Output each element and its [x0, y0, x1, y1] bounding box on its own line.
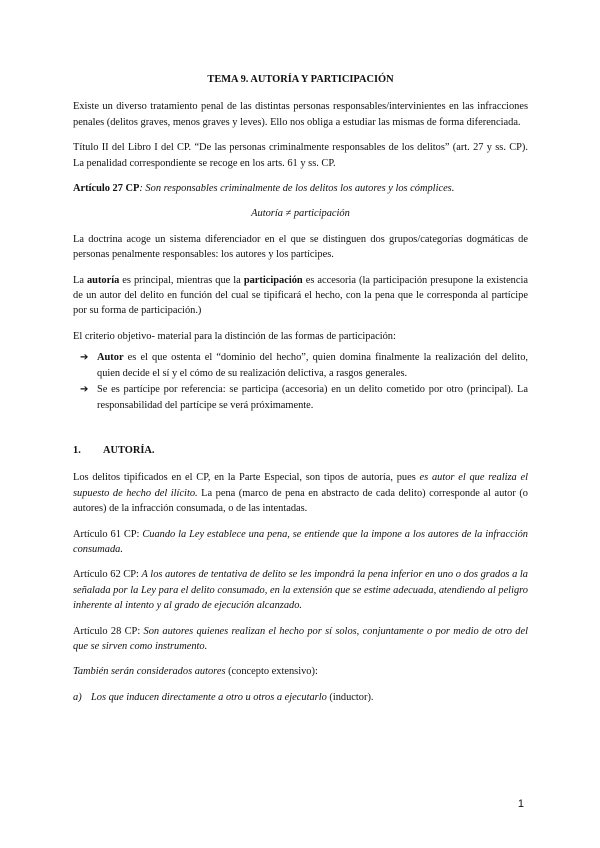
article-27-text: : Son responsables criminalmente de los delitos los autores y los cómplices. — [139, 183, 455, 195]
article-28-paragraph — [73, 624, 528, 655]
criterion-list — [73, 350, 528, 413]
autoria-term: autoría — [86, 274, 120, 286]
autoria-participacion-formula: Autoría ≠ participación — [251, 208, 350, 220]
article-62-paragraph — [73, 567, 528, 613]
list-item: a) Los que inducen directamente a otro u otros a ejecutarlo (inductor). — [73, 690, 528, 705]
arrow-right-icon: ➔ — [80, 384, 89, 396]
extensive-concept-paragraph: También serán considerados autores (concepto extensivo): — [73, 666, 318, 678]
article-62-label: Artículo 62 CP: — [73, 569, 142, 581]
criterion-paragraph: El criterio objetivo- material para la distinción de las formas de participación: — [73, 330, 396, 342]
section-heading — [73, 443, 528, 458]
intro-paragraph: Existe un diverso tratamiento penal de las distintas personas responsables/intervinientes en las infracciones penales (delitos graves, menos graves y leves). Ello nos obliga a estudiar las mismas de forma diferenciada. — [73, 101, 528, 128]
section-title: AUTORÍA. — [103, 444, 155, 456]
page-title: TEMA 9. AUTORÍA Y PARTICIPACIÓN — [207, 74, 394, 85]
list-letter: a) — [73, 691, 82, 703]
article-62-text: A los autores de tentativa de delito se les impondrá la pena inferior en uno o dos grados a la señalada por la Ley para el delito consumado, en la extensión que se estime adecuada, atendiendo al peligro inherente al intento y al grado de ejecución alcanzado. — [73, 569, 528, 612]
arrow-right-icon: ➔ — [80, 352, 89, 364]
doctrine-paragraph: La doctrina acoge un sistema diferenciador en el que se distinguen dos grupos/categorías dogmáticas de personas penalmente responsables: los autores y los partícipes. — [73, 233, 528, 261]
article-61-paragraph — [73, 527, 528, 558]
autor-term: Autor — [97, 352, 124, 364]
article-28-label: Artículo 28 CP: — [73, 625, 144, 637]
article-28-text: Son autores quienes realizan el hecho por sí solos, conjuntamente o por medio de otro del que se sirven como instrumento. — [73, 625, 528, 652]
autoria-participacion-paragraph: La autoría es principal, mientras que la participación es accesoria (la participación presupone la existencia de un autor del delito en función del cual se tipificará el hecho, con la pena que le corresponda al partícipe por su forma de participación.) — [73, 274, 528, 317]
document-body — [73, 72, 528, 705]
section-number: 1. — [73, 444, 81, 456]
list-item: ➔ Autor es el que ostenta el “dominio del hecho”, quien domina finalmente la realización del delito, quien decide el sí y el cómo de su realización delictiva, a rasgos generales. — [80, 352, 528, 379]
article-61-text: Cuando la Ley establece una pena, se entiende que la impone a los autores de la infracción consumada. — [73, 528, 528, 555]
autoria-definition-paragraph: Los delitos tipificados en el CP, en la Parte Especial, son tipos de autoría, pues es autor el que realiza el supuesto de hecho del ilícito. La pena (marco de pena en abstracto de cada delito) corresponde al autor (o autores) de la infracción consumada, o de las intentadas. — [73, 472, 529, 515]
legal-reference-paragraph: Título II del Libro I del CP. “De las personas criminalmente responsables de los delitos” (art. 27 y ss. CP). La penalidad correspondiente se recoge en los arts. 61 y ss. CP. — [73, 142, 528, 169]
article-61-label: Artículo 61 CP: — [73, 528, 143, 540]
participacion-term: participación — [243, 274, 303, 286]
article-27-label: Artículo 27 CP — [73, 183, 140, 195]
article-27-paragraph — [73, 181, 528, 196]
list-item: ➔ Se es partícipe por referencia: se participa (accesoria) en un delito cometido por otro (principal). La responsabilidad del partícipe se verá próximamente. — [80, 384, 528, 411]
page-number: 1 — [517, 798, 524, 810]
